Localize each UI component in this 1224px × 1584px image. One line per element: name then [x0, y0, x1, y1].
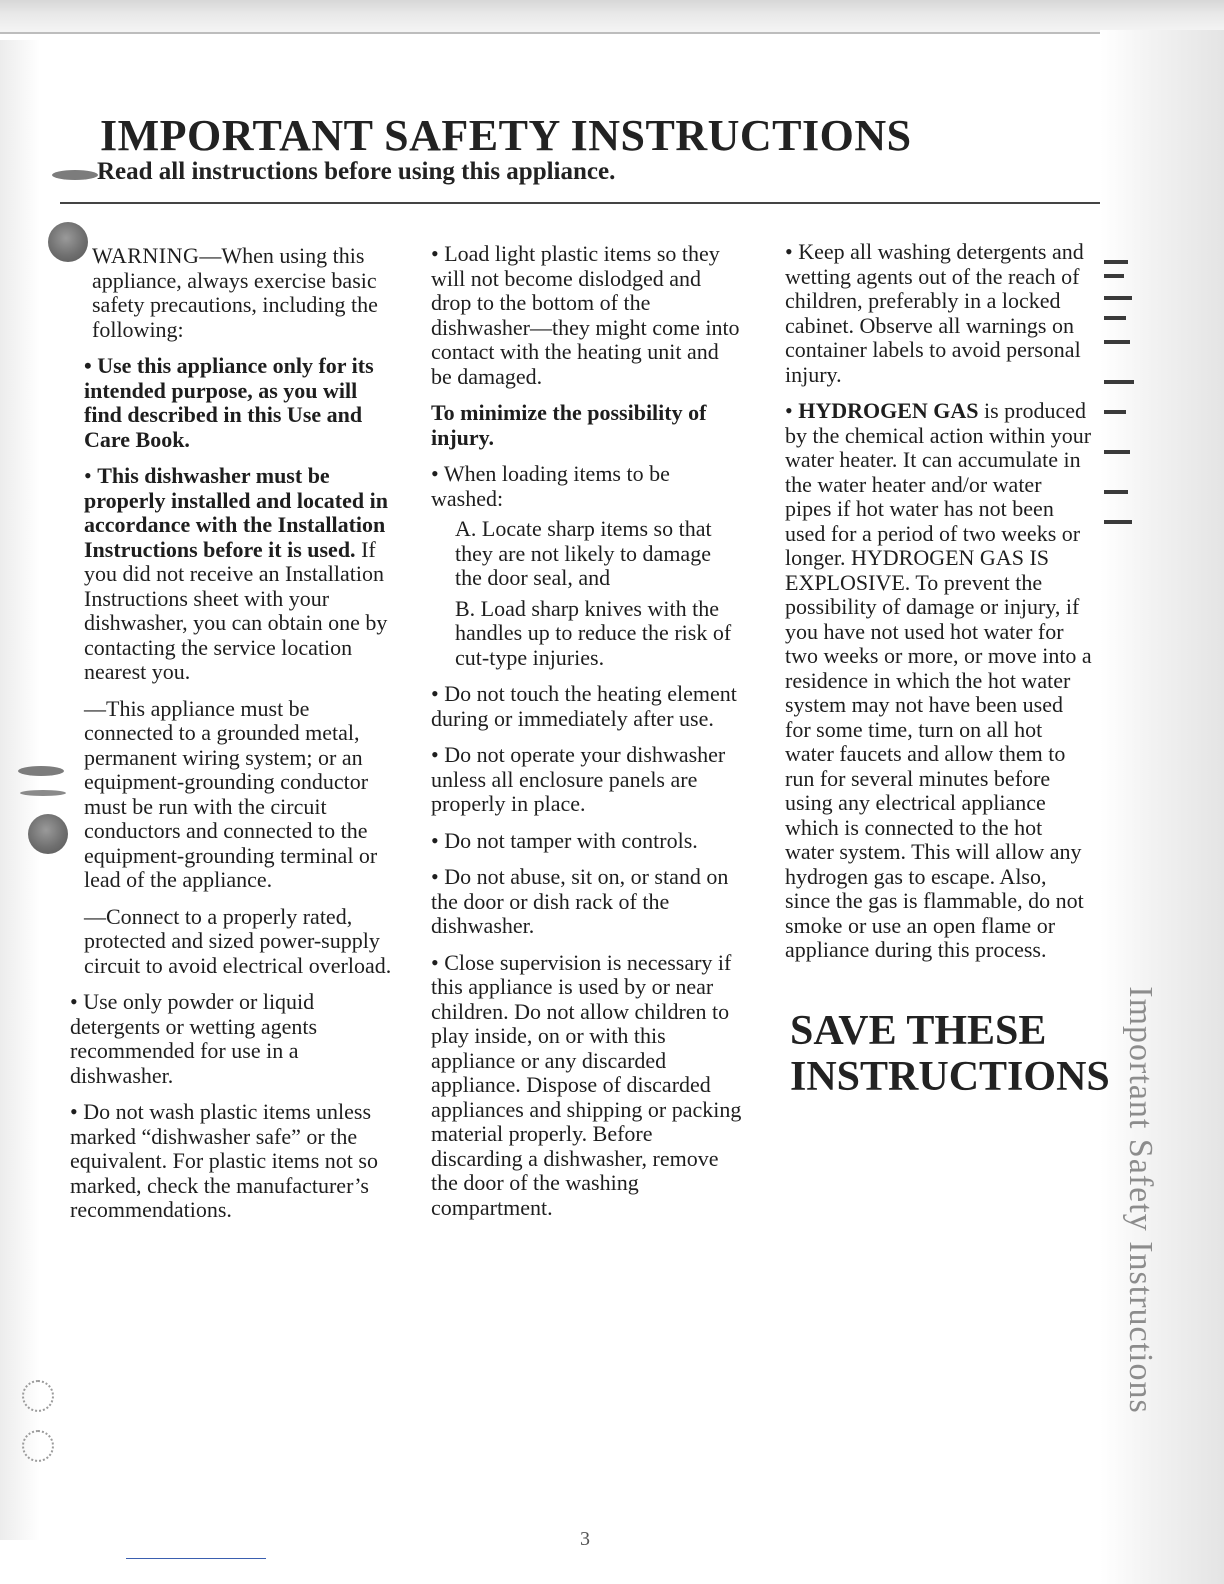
bullet-item	[785, 240, 1093, 387]
bullet-item	[431, 242, 743, 389]
dash-item: —This appliance must be connected to a grounded metal, permanent wiring system; or an equipment-grounding conductor must be run with the circuit conductors and connected to the equipment-grounding terminal or lead of the appliance.	[84, 695, 378, 892]
bullet-item	[785, 399, 1093, 963]
bullet-text: Do not tamper with controls.	[444, 827, 698, 853]
save-line-2: INSTRUCTIONS	[790, 1054, 1110, 1100]
footer-rule	[126, 1558, 266, 1559]
bullet-text: Keep all washing detergents and wetting agents out of the reach of children, preferably in a locked cabinet. Observe all warnings on container labels to avoid personal injury.	[785, 239, 1084, 387]
bullet-glyph: •	[70, 1099, 78, 1124]
bullet-text: Do not wash plastic items unless marked “dishwasher safe” or the equivalent. For plastic items not so marked, check the manufacturer’s recommendations.	[70, 1099, 378, 1222]
edge-index-marks	[1100, 250, 1190, 550]
page-title: IMPORTANT SAFETY INSTRUCTIONS	[100, 111, 912, 160]
scan-ring-mark	[22, 1430, 54, 1462]
bullet-glyph: •	[431, 681, 439, 706]
bullet-text: If you did not receive an Installation Instructions sheet with your dishwasher, you can obtain one by contacting the service location nearest you.	[84, 536, 388, 684]
warning-label: WARNING	[92, 243, 200, 268]
bullet-glyph: •	[431, 827, 439, 853]
bullet-text: Use only powder or liquid detergents or wetting agents recommended for use in a dishwasher.	[70, 989, 318, 1088]
bullet-glyph: •	[70, 989, 78, 1014]
bullet-item	[431, 829, 743, 854]
column-1	[70, 244, 392, 1235]
bullet-glyph: •	[431, 864, 439, 889]
side-tab	[1118, 940, 1162, 1460]
bullet-item	[431, 865, 743, 939]
bullet-text: Close supervision is necessary if this appliance is used by or near children. Do not allow children to play inside, on or with this appliance or any discarded appliance. Dispose of discarded appliances and shipping or packing material properly. Before discarding a dishwasher, remove the door of the washing compartment.	[431, 949, 742, 1220]
bullet-glyph: •	[431, 742, 439, 767]
scan-edge-top	[0, 0, 1224, 34]
bullet-glyph: •	[431, 949, 439, 975]
bullet-item	[431, 951, 743, 1221]
page-subtitle: Read all instructions before using this appliance.	[97, 158, 616, 185]
binder-clip-mark	[18, 766, 64, 776]
bullet-glyph: •	[431, 241, 439, 266]
bullet-item	[431, 682, 743, 731]
bullet-bold-text: HYDROGEN GAS	[798, 398, 979, 423]
bullet-glyph: •	[431, 461, 439, 486]
bullet-item	[431, 743, 743, 817]
bullet-item	[70, 354, 392, 452]
dash-item: —Connect to a properly rated, protected and sized power-supply circuit to avoid electrical overload.	[84, 903, 392, 978]
binder-clip-mark	[52, 170, 98, 180]
bullet-glyph: •	[785, 398, 793, 423]
header-divider	[60, 202, 1100, 204]
punch-hole	[28, 814, 68, 854]
scan-ring-mark	[22, 1380, 54, 1412]
bullet-text: Do not abuse, sit on, or stand on the door or dish rack of the dishwasher.	[431, 864, 729, 938]
warning-paragraph	[70, 244, 392, 342]
bullet-text: Load light plastic items so they will not become dislodged and drop to the bottom of the dishwasher—they might come into contact with the heating unit and be damaged.	[431, 241, 740, 389]
bullet-item	[70, 464, 392, 685]
bullet-item	[431, 462, 743, 511]
column-3	[785, 240, 1093, 975]
bullet-item	[70, 1100, 392, 1223]
sub-item-b: B. Load sharp knives with the handles up to reduce the risk of cut-type injuries.	[455, 595, 732, 670]
bullet-text: Do not operate your dishwasher unless all enclosure panels are properly in place.	[431, 742, 726, 816]
side-tab-label: Important Safety Instructions	[1122, 986, 1159, 1414]
column-2	[431, 242, 743, 1232]
bullet-glyph: •	[84, 463, 92, 488]
binder-clip-mark	[20, 790, 66, 796]
bullet-text: is produced by the chemical action within your water heater. It can accumulate in the water heater and/or water pipes if hot water has not been used for a period of two weeks or longer. HYDROGEN GAS IS EXPLOSIVE. To prevent the possibility of damage or injury, if you have not used hot water for two weeks or more, or move into a residence in which the hot water system may not have been used for some time, turn on all hot water faucets and allow them to run for several minutes before using any electrical appliance which is connected to the hot water system. This will allow any hydrogen gas to escape. Also, since the gas is flammable, do not smoke or use an open flame or appliance during this process.	[785, 398, 1092, 962]
section-heading: To minimize the possibility of injury.	[431, 400, 707, 450]
bullet-item	[70, 990, 392, 1088]
bullet-text: When loading items to be washed:	[431, 461, 670, 511]
bullet-text: Use this appliance only for its intended purpose, as you will find described in this Use and Care Book.	[84, 353, 374, 452]
save-line-1: SAVE THESE	[790, 1008, 1047, 1054]
save-instructions-heading	[790, 1008, 1110, 1100]
bullet-glyph: •	[785, 239, 793, 264]
bullet-bold-text: This dishwasher must be properly installed and located in accordance with the Installation Instructions before it is used.	[84, 463, 388, 562]
scan-edge-line	[0, 32, 1224, 34]
sub-item-a: A. Locate sharp items so that they are not likely to damage the door seal, and	[455, 516, 712, 590]
bullet-glyph: •	[84, 353, 92, 378]
page-number: 3	[580, 1528, 590, 1550]
bullet-text: Do not touch the heating element during or immediately after use.	[431, 681, 737, 731]
warning-text: —When using this appliance, always exercise basic safety precautions, including the following:	[92, 243, 378, 342]
